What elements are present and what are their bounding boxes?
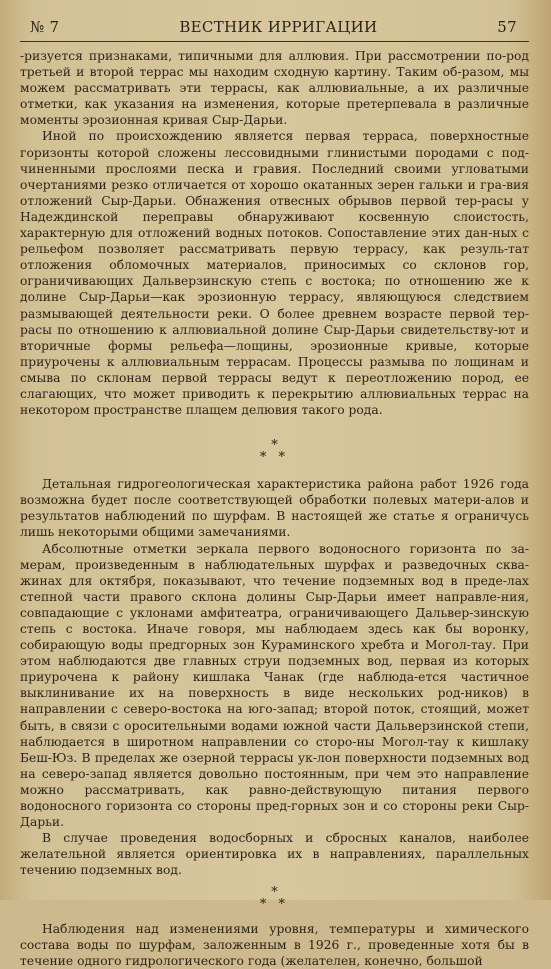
page-number: 57 — [497, 18, 517, 36]
paragraph: Абсолютные отметки зеркала первого водоносного горизонта по за-мерам, произведенным в наблюдательных шурфах и разведочных сква-жинах для октября, показывают, что течение подземных вод в преде-лах степной части правого склона долины Сыр-Дарьи имеет направле-ния, совпадающие с уклонами амфитеатра, ограничивающего Дальвер-зинскую степь с востока. Иначе говоря, мы наблюдаем здесь как бы воронку, собирающую воды предгорных зон Кураминского хребта и Могол-тау. При этом наблюдаются две главных струи подземных вод, первая из которых приурочена к району кишлака Чанак (где наблюда-ется частичное выклинивание их на поверхность в виде нескольких род-ников) в направлении с северо-востока на юго-запад; второй поток, стоящий, может быть, в связи с оросительными водами южной части Дальверзинской степи, наблюдается в широтном направлении со сторо-ны Могол-тау к кишлаку Беш-Юз. В пределах же озерной террасы ук-лон поверхности подземных вод на северо-запад является довольно постоянным, при чем это направление можно рассматривать, как равно-действующую питания первого водоносного горизонта со стороны пред-горных зон и со стороны реки Сыр-Дарьи. — [20, 541, 529, 830]
paragraph: В случае проведения водосборных и сбросных каналов, наиболее желательной является ориентировка их в направлениях, параллельных течению подземных вод. — [20, 831, 529, 878]
journal-title: ВЕСТНИК ИРРИГАЦИИ — [179, 18, 378, 36]
paragraph: -ризуется признаками, типичными для аллювия. При рассмотрении по-род третьей и второй террас мы находим сходную картину. Таким об-разом, мы можем рассматривать эти террасы, как аллювиальные, а их различные отметки, как указания на изменения, которые претерпевала в различные моменты эрозионная кривая Сыр-Дарьи. — [20, 49, 529, 128]
article-body — [20, 48, 529, 969]
separator-star: * — [271, 438, 282, 454]
paragraph: Детальная гидрогеологическая характеристика района работ 1926 года возможна будет после соответствующей обработки полевых матери-алов и результатов наблюдений по шурфам. В настоящей же статье я ограничусь лишь некоторыми общими замечаниями. — [20, 477, 529, 540]
separator-stars: * * — [259, 896, 290, 912]
paragraph: Наблюдения над изменениями уровня, температуры и химического состава воды по шурфам, заложенным в 1926 г., проведенные хотя бы в течение одного гидрологического года (желателен, конечно, большой — [20, 921, 529, 968]
issue-number: № 7 — [30, 18, 60, 36]
section-separator — [20, 440, 529, 464]
paragraph: Иной по происхождению является первая терраса, поверхностные горизонты которой сложены лессовидными глинистыми породами с под-чиненными прослоями песка и гравия. Последний своими угловатыми очертаниями резко отличается от хорошо окатанных зерен гальки и гра-вия отложений Сыр-Дарьи. Обнажения отвесных обрывов первой тер-расы у Надеждинской переправы обнаруживают косвенную слоистость, характерную для отложений водных потоков. Сопоставление этих дан-ных с рельефом позволяет рассматривать первую террасу, как резуль-тат отложения обломочных материалов, приносимых со склонов гор, ограничивающих Дальверзинскую степь с востока; по отношению же к долине Сыр-Дарьи—как эрозионную террасу, являющуюся следствием размывающей деятельности реки. О более древнем возрасте первой тер-расы по отношению к аллювиальной долине Сыр-Дарьи свидетельству-ют и вторичные формы рельефа—лощины, эрозионные кривые, которые приурочены к аллювиальным террасам. Процессы размыва по лощинам и смыва по склонам первой террасы ведут к переотложению пород, ее слагающих, что может приводить к перекрытию аллювиальных террас на некотором пространстве плащем делювия такого рода. — [20, 129, 529, 418]
separator-star: * — [271, 884, 282, 900]
running-header — [20, 16, 529, 42]
section-separator — [20, 884, 529, 912]
separator-stars: * * — [259, 450, 290, 466]
